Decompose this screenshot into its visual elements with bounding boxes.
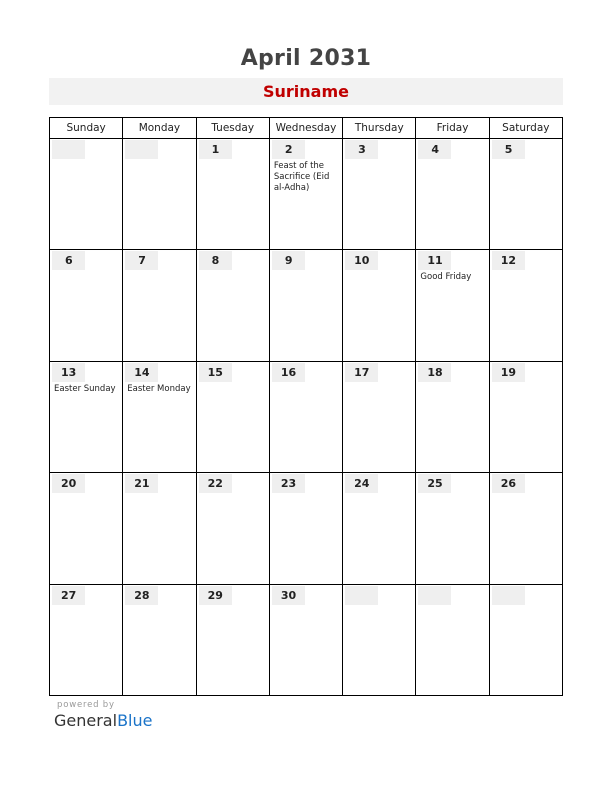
day-number: [418, 586, 451, 605]
day-number: 8: [199, 251, 232, 270]
day-cell: [269, 250, 342, 361]
day-number: [52, 140, 85, 159]
day-number: 3: [345, 140, 378, 159]
calendar-week-row: [50, 139, 563, 250]
day-cell: [343, 250, 416, 361]
day-cell: [196, 473, 269, 584]
day-cell: [416, 139, 489, 250]
holiday-label: Easter Monday: [127, 383, 191, 394]
day-number: 27: [52, 586, 85, 605]
day-number: 7: [125, 251, 158, 270]
day-number: [125, 140, 158, 159]
day-number: 20: [52, 474, 85, 493]
day-cell: [489, 361, 562, 472]
weekday-header: Saturday: [489, 118, 562, 139]
country-heading: Suriname: [49, 78, 563, 105]
day-number: 17: [345, 363, 378, 382]
holiday-label: Good Friday: [420, 272, 472, 283]
calendar-week-row: [50, 584, 563, 695]
day-cell: [269, 361, 342, 472]
day-number: [345, 586, 378, 605]
day-cell: [489, 584, 562, 695]
day-cell: [416, 361, 489, 472]
day-cell: [343, 584, 416, 695]
holiday-label: Feast of the Sacrifice (Eid al-Adha): [273, 161, 330, 193]
day-number: 5: [492, 140, 525, 159]
day-number: 15: [199, 363, 232, 382]
day-number: 2: [272, 140, 305, 159]
day-cell: [416, 584, 489, 695]
day-cell: [123, 250, 196, 361]
day-number: 10: [345, 251, 378, 270]
weekday-header: Wednesday: [269, 118, 342, 139]
holiday-label: Easter Sunday: [54, 383, 116, 394]
day-cell: [196, 361, 269, 472]
powered-by-text: powered by: [57, 700, 115, 710]
day-cell: [416, 250, 489, 361]
day-cell: [196, 250, 269, 361]
weekday-header: Tuesday: [196, 118, 269, 139]
day-cell: [123, 473, 196, 584]
day-number: 4: [418, 140, 451, 159]
day-cell: [50, 473, 123, 584]
weekday-header: Friday: [416, 118, 489, 139]
day-number: 11: [418, 251, 451, 270]
page-title: April 2031: [240, 46, 372, 71]
day-number: 6: [52, 251, 85, 270]
day-number: 18: [418, 363, 451, 382]
day-number: 30: [272, 586, 305, 605]
day-cell: [269, 139, 342, 250]
day-cell: [196, 139, 269, 250]
day-number: 29: [199, 586, 232, 605]
day-number: 22: [199, 474, 232, 493]
day-cell: [123, 139, 196, 250]
day-cell: [50, 584, 123, 695]
day-number: 9: [272, 251, 305, 270]
day-number: 24: [345, 474, 378, 493]
day-cell: [343, 473, 416, 584]
day-number: 25: [418, 474, 451, 493]
calendar-week-row: [50, 361, 563, 472]
day-cell: [196, 584, 269, 695]
calendar-week-row: [50, 473, 563, 584]
day-cell: [343, 361, 416, 472]
day-cell: [269, 584, 342, 695]
weekday-header: Monday: [123, 118, 196, 139]
day-cell: [123, 361, 196, 472]
day-number: 13: [52, 363, 85, 382]
day-number: 16: [272, 363, 305, 382]
day-cell: [123, 584, 196, 695]
day-number: 14: [125, 363, 158, 382]
calendar-grid: [49, 117, 563, 696]
day-cell: [489, 250, 562, 361]
weekday-header: Thursday: [343, 118, 416, 139]
day-number: 19: [492, 363, 525, 382]
day-number: [492, 586, 525, 605]
day-number: 1: [199, 140, 232, 159]
weekday-header-row: [50, 118, 563, 139]
brand-general-text: General: [54, 711, 118, 730]
day-number: 26: [492, 474, 525, 493]
day-cell: [50, 250, 123, 361]
day-cell: [489, 473, 562, 584]
day-cell: [50, 361, 123, 472]
day-cell: [269, 473, 342, 584]
day-number: 28: [125, 586, 158, 605]
generalblue-logo[interactable]: [54, 711, 152, 730]
day-cell: [50, 139, 123, 250]
calendar-week-row: [50, 250, 563, 361]
day-cell: [489, 139, 562, 250]
brand-blue-text: Blue: [117, 711, 153, 730]
day-number: 12: [492, 251, 525, 270]
day-number: 21: [125, 474, 158, 493]
weekday-header: Sunday: [50, 118, 123, 139]
day-cell: [416, 473, 489, 584]
day-number: 23: [272, 474, 305, 493]
day-cell: [343, 139, 416, 250]
